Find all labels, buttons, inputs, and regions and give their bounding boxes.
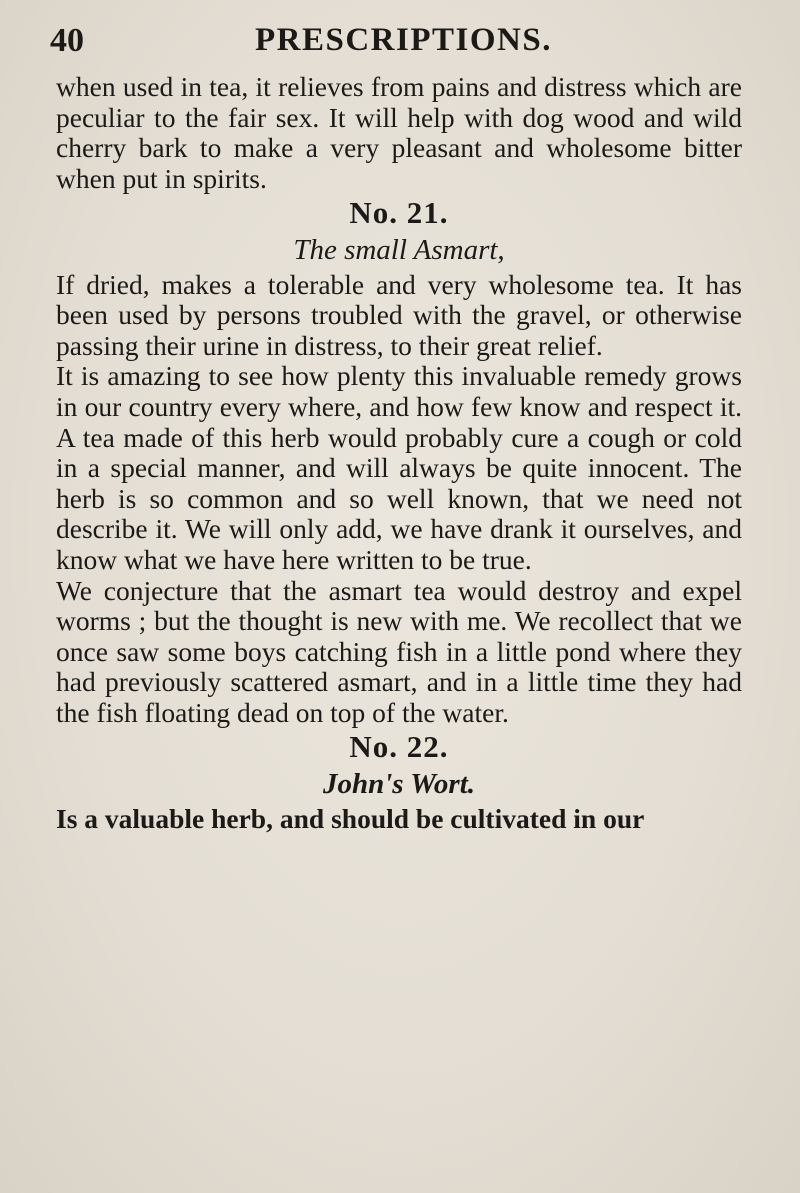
- asmart-paragraph-1: If dried, makes a tolerable and very wholesome tea. It has been used by persons troubled with the gravel, or otherwise passing their urine in distress, to their great relief.: [56, 268, 742, 361]
- page-header: [50, 22, 742, 62]
- running-title: PRESCRIPTIONS.: [255, 22, 552, 58]
- body-text: [56, 72, 742, 834]
- intro-paragraph: when used in tea, it relieves from pains and distress which are peculiar to the fair sex. It will help with dog wood and wild cherry bark to make a very pleasant and wholesome bitter when put in spirits.: [56, 71, 742, 194]
- johns-wort-paragraph-1: Is a valuable herb, and should be cultivated in our: [56, 802, 645, 834]
- section-number-21: No. 21.: [349, 195, 449, 231]
- section-number-22: No. 22.: [349, 729, 449, 765]
- asmart-paragraph-3: We conjecture that the asmart tea would destroy and expel worms ; but the thought is new with me. We recollect that we once saw some boys catching fish in a little pond where they had previously scattered asmart, and in a little time they had the fish floating dead on top of the water.: [56, 574, 742, 728]
- asmart-paragraph-2: It is amazing to see how plenty this invaluable remedy grows in our country every where, and how few know and respect it. A tea made of this herb would probably cure a cough or cold in a special manner, and will always be quite innocent. The herb is so common and so well known, that we need not describe it. We will only add, we have drank it ourselves, and know what we have here written to be true.: [56, 360, 742, 575]
- page-number: 40: [50, 22, 84, 59]
- section-title-small-asmart: The small Asmart,: [293, 233, 505, 266]
- section-title-johns-wort: John's Wort.: [322, 768, 476, 801]
